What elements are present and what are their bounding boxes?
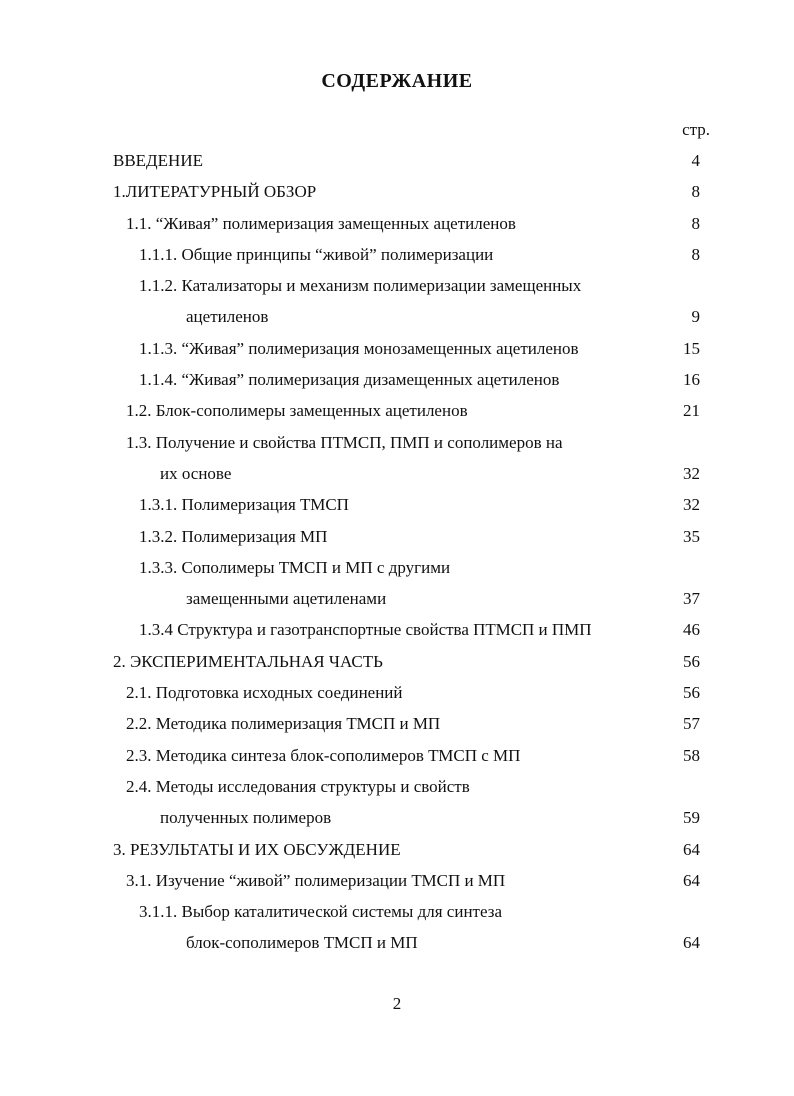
toc-entry-text: полученных полимеров xyxy=(160,808,332,828)
toc-entry-3-1-1-cont xyxy=(0,930,794,961)
toc-entry-3-1 xyxy=(0,868,794,899)
toc-entry-3-1-1 xyxy=(0,899,794,930)
toc-entry-text: 1.1. “Живая” полимеризация замещенных ацетиленов xyxy=(126,213,516,233)
toc-entry-chapter-1 xyxy=(0,179,794,210)
toc-entry-1-3-4 xyxy=(0,617,794,648)
toc-entry-page: 21 xyxy=(683,401,700,421)
toc-entry-1-3-1 xyxy=(0,492,794,523)
toc-entry-2-4 xyxy=(0,774,794,805)
toc-entry-page: 59 xyxy=(683,808,700,828)
toc-entry-page: 9 xyxy=(691,307,700,327)
toc-entry-introduction xyxy=(0,148,794,179)
toc-entry-1-1-2 xyxy=(0,273,794,304)
toc-entry-text: 1.3.1. Полимеризация ТМСП xyxy=(139,495,349,515)
toc-entry-page: 16 xyxy=(683,370,700,390)
toc-entry-text: блок-сополимеров ТМСП и МП xyxy=(186,933,418,953)
toc-entry-text: 1.2. Блок-сополимеры замещенных ацетиленов xyxy=(126,401,468,421)
toc-entry-text: 1.3. Получение и свойства ПТМСП, ПМП и сополимеров на xyxy=(126,432,563,452)
toc-entry-page: 37 xyxy=(683,589,700,609)
toc-entry-1-1-2-cont xyxy=(0,304,794,335)
toc-entry-1-3-3 xyxy=(0,555,794,586)
page-title: СОДЕРЖАНИЕ xyxy=(321,70,473,92)
toc-entry-page: 56 xyxy=(683,683,700,703)
toc-entry-chapter-2 xyxy=(0,649,794,680)
toc-entry-page: 57 xyxy=(683,714,700,734)
toc-entry-page: 8 xyxy=(691,213,700,233)
toc-entry-text: 1.3.3. Сополимеры ТМСП и МП с другими xyxy=(139,557,451,577)
toc-entry-page: 15 xyxy=(683,338,700,358)
toc-entry-text: 3.1. Изучение “живой” полимеризации ТМСП и МП xyxy=(126,870,506,890)
toc-entry-1-1-4 xyxy=(0,367,794,398)
toc-entry-text: 3.1.1. Выбор каталитической системы для синтеза xyxy=(139,902,502,922)
toc-entry-page: 64 xyxy=(683,839,700,859)
toc-entry-text: замещенными ацетиленами xyxy=(186,589,387,609)
toc-entry-1-1 xyxy=(0,211,794,242)
toc-entry-1-3 xyxy=(0,430,794,461)
toc-entry-text: 1.1.2. Катализаторы и механизм полимеризации замещенных xyxy=(139,276,582,296)
toc-entry-1-3-3-cont xyxy=(0,586,794,617)
toc-entry-1-1-3 xyxy=(0,336,794,367)
toc-entry-chapter-3 xyxy=(0,837,794,868)
toc-entry-page: 58 xyxy=(683,745,700,765)
toc-entry-text: 1.1.1. Общие принципы “живой” полимеризации xyxy=(139,244,494,264)
toc-entry-page: 64 xyxy=(683,870,700,890)
toc-entry-2-3 xyxy=(0,743,794,774)
toc-entry-text: 1.1.3. “Живая” полимеризация монозамещенных ацетиленов xyxy=(139,338,579,358)
toc-entry-page: 56 xyxy=(683,651,700,671)
toc-entry-2-1 xyxy=(0,680,794,711)
toc-entry-2-4-cont xyxy=(0,805,794,836)
toc-entry-page: 64 xyxy=(683,933,700,953)
toc-entry-1-3-cont xyxy=(0,461,794,492)
toc-entry-text: ацетиленов xyxy=(186,307,269,327)
page-number: 2 xyxy=(392,994,402,1013)
toc-entry-page: 8 xyxy=(691,244,700,264)
toc-entry-text: 2.2. Методика полимеризация ТМСП и МП xyxy=(126,714,441,734)
toc-entry-text: 2. ЭКСПЕРИМЕНТАЛЬНАЯ ЧАСТЬ xyxy=(113,651,383,671)
toc-entry-2-2 xyxy=(0,711,794,742)
toc-entry-text: их основе xyxy=(160,463,232,483)
toc-entry-text: 3. РЕЗУЛЬТАТЫ И ИХ ОБСУЖДЕНИЕ xyxy=(113,839,401,859)
toc-entry-text: 2.3. Методика синтеза блок-сополимеров ТМСП с МП xyxy=(126,745,521,765)
toc-entry-text: 1.3.2. Полимеризация МП xyxy=(139,526,328,546)
toc-entry-text: 2.4. Методы исследования структуры и свойств xyxy=(126,776,470,796)
toc-entry-1-1-1 xyxy=(0,242,794,273)
toc-entry-page: 32 xyxy=(683,495,700,515)
toc-entry-text: ВВЕДЕНИЕ xyxy=(113,151,203,170)
toc-entry-text: 1.ЛИТЕРАТУРНЫЙ ОБЗОР xyxy=(113,182,317,202)
toc-entry-1-2 xyxy=(0,398,794,429)
toc-entry-text: 2.1. Подготовка исходных соединений xyxy=(126,683,403,703)
toc-entry-page: 46 xyxy=(683,620,700,640)
page-column-label: стр. xyxy=(682,120,710,139)
toc-entry-page: 35 xyxy=(683,526,700,546)
toc-entry-1-3-2 xyxy=(0,524,794,555)
toc-entry-page: 32 xyxy=(683,463,700,483)
table-of-contents xyxy=(0,148,794,962)
toc-entry-page: 4 xyxy=(691,151,700,170)
toc-entry-page: 8 xyxy=(691,182,700,202)
toc-entry-text: 1.1.4. “Живая” полимеризация дизамещенных ацетиленов xyxy=(139,370,560,390)
toc-entry-text: 1.3.4 Структура и газотранспортные свойства ПТМСП и ПМП xyxy=(139,620,592,640)
